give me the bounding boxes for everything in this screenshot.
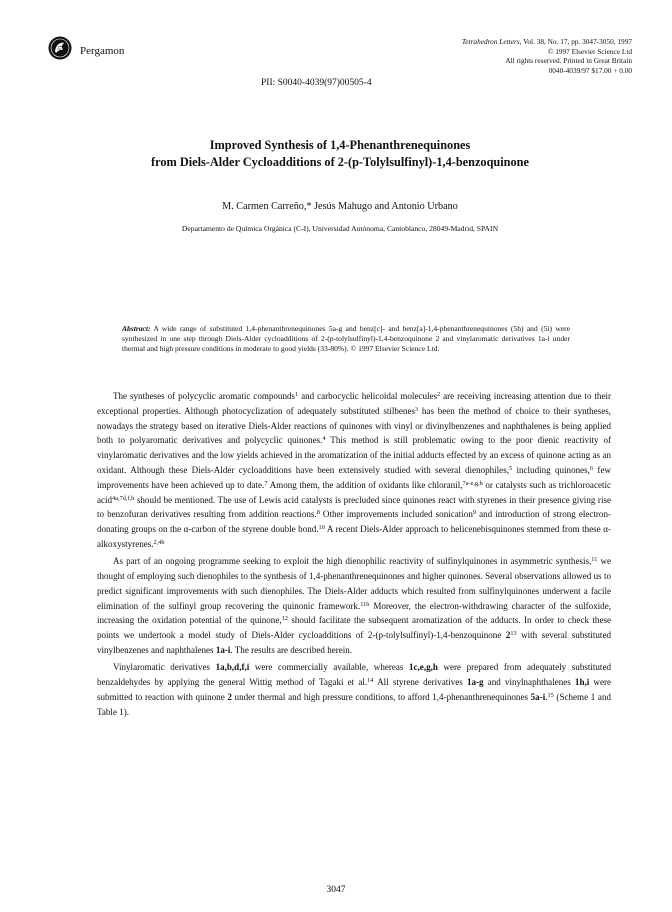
text-run: Moreover, the electron-withdrawing character of the sulfoxide, increasing the oxidation potential of the quinone,	[97, 600, 611, 626]
text-run: A recent Diels-Alder approach to helicenebisquinones stemmed from these α-alkoxystyrenes.	[97, 524, 611, 549]
reference-number: 2	[437, 391, 441, 398]
text-run: Other improvements included sonication	[319, 509, 473, 520]
abstract-label: Abstract:	[122, 324, 151, 333]
text-run: including quinones,	[512, 464, 590, 475]
reference-number: 11b	[360, 600, 370, 608]
text-run: This method is still problematic owing to the poor dienic reactivity of vinylaromatic derivatives and the low yields achieved in the aromatization of the initial adducts effected by an excess of quinone acting as an oxidant. Although these Diels-Alder cycloadditions have been extensively studied with several dienophiles,	[97, 435, 611, 475]
text-run: Vinylaromatic derivatives	[113, 662, 216, 673]
reference-number: 4a,7d,f,h	[112, 494, 135, 502]
paragraph	[97, 660, 611, 719]
reference-number: 11	[591, 556, 598, 564]
reference-number: 3	[415, 405, 419, 413]
text-run: All styrene derivatives	[373, 677, 467, 688]
compound-label: 1c,e,g,h	[409, 662, 438, 673]
reference-number: 12	[281, 615, 288, 623]
text-run: should facilitate the subsequent aromatization of the adducts. In order to check these points we undertook a model study of Diels-Alder cycloadditions of 2-(p-tolylsulfinyl)-1,4-benzoquinone	[97, 615, 612, 641]
abstract	[122, 324, 570, 354]
volume-line: , Vol. 38, No. 17, pp. 3047-3050, 1997	[519, 37, 632, 46]
reference-number: 9	[472, 509, 477, 517]
body-text	[97, 389, 611, 720]
text-run: few improvements have been achieved up to date.	[97, 464, 611, 490]
affiliation: Departamento de Química Orgánica (C-I), Universidad Autónoma, Cantoblanco, 28049-Madrid, SPAIN	[181, 224, 499, 233]
rights-line: All rights reserved. Printed in Great Britain	[505, 56, 632, 66]
compound-label: 5a-i	[530, 691, 546, 702]
text-run: has been the method of choice to their syntheses, nowadays the strategy based on iterative Diels-Alder reactions of quinones with vinyl or divinylbenzenes and naphthalenes is being applied both to polyaromatic derivatives and polycyclic quinones.	[97, 405, 611, 446]
paragraph	[97, 389, 611, 552]
title-line-1: Improved Synthesis of 1,4-Phenanthrenequinones	[209, 138, 471, 152]
text-run: (Scheme 1 and Table 1).	[97, 691, 611, 717]
page-number: 3047	[326, 885, 346, 895]
text-run: should be mentioned. The use of Lewis acid catalysts is precluded since quinones react with styrenes in their presence giving rise to benzofuran derivatives resulting from addition reactions.	[97, 494, 611, 520]
compound-label: 1a-i	[215, 645, 231, 656]
publication-info	[332, 37, 632, 75]
compound-label: 1a-g	[466, 677, 484, 688]
text-run: .	[545, 691, 548, 702]
paragraph	[97, 554, 611, 658]
pergamon-logo-icon	[48, 36, 72, 60]
compound-label: 1a,b,d,f,i	[215, 662, 250, 673]
reference-number: 14	[367, 677, 374, 685]
reference-number: 7a-e,g,h	[462, 479, 483, 487]
reference-number: 13	[510, 630, 517, 638]
compound-label: 2	[227, 691, 232, 702]
text-run: were commercially available, whereas	[249, 662, 409, 673]
text-run: As part of an ongoing programme seeking to exploit the high dienophilic reactivity of sulfinylquinones in asymmetric synthesis,	[113, 556, 592, 567]
reference-number: 4	[322, 435, 326, 443]
text-run: or catalysts such as trichloroacetic acid	[97, 479, 612, 505]
reference-number: 6	[589, 464, 594, 472]
title-line-2: from Diels-Alder Cycloadditions of 2-(p-Tolylsulfinyl)-1,4-benzoquinone	[151, 155, 529, 169]
issn-line: 0040-4039/97 $17.00 + 0.00	[548, 65, 632, 75]
text-run: with several substituted vinylbenzenes and naphthalenes	[97, 630, 611, 656]
copyright-line: © 1997 Elsevier Science Ltd	[547, 46, 632, 56]
reference-number: 10	[318, 524, 325, 532]
reference-number: 5	[509, 464, 513, 472]
compound-label: 2	[505, 630, 511, 641]
authors: M. Carmen Carreño,* Jesús Mahugo and Antonio Urbano	[222, 201, 458, 212]
reference-number: 2,4b	[153, 538, 165, 546]
text-run: we thought of employing such dienophiles to the synthesis of 1,4-phenanthrenequinones and higher quinones. Several observations allowed us to predict significant improvements with such dienophiles. The Diels-Alder adducts which resulted from sulfinylquinones underwent a facile elimination of the sulfinyl group recovering the quinonic framework.	[97, 556, 611, 611]
pii-identifier: PII: S0040-4039(97)00505-4	[261, 78, 372, 88]
text-run: were submitted to reaction with quinone	[97, 677, 612, 702]
text-run: Among them, the addition of oxidants like chloranil,	[267, 479, 463, 490]
reference-number: 15	[547, 691, 554, 699]
journal-citation	[332, 37, 632, 47]
text-run: were prepared from adequately substituted benzaldehydes by applying the general Wittig method of Tagaki et al.	[97, 662, 611, 688]
text-run: The syntheses of polycyclic aromatic compounds	[113, 391, 296, 401]
text-run: and vinylnaphthalenes	[483, 677, 575, 688]
reference-number: 1	[295, 391, 299, 398]
journal-name: Tetrahedron Letters	[461, 37, 520, 46]
text-run: and carbocyclic helicoidal molecules	[298, 391, 438, 401]
text-run: under thermal and high pressure conditions, to afford 1,4-phenanthrenequinones	[231, 691, 531, 702]
compound-label: 1h,i	[574, 677, 590, 688]
text-run: and introduction of strong electron-donating groups on the α-carbon of the styrene double bond.	[97, 509, 611, 535]
reference-number: 8	[316, 509, 320, 517]
text-run: are receiving increasing attention due to their exceptional properties. Although photocyclization of adequately substituted stilbenes	[97, 391, 611, 416]
abstract-text: A wide range of substituted 1,4-phenanthrenequinones 5a-g and benz[c]- and benz[a]-1,4-phenanthrenequinones (5h) and (5i) were synthesized in one step through Diels-Alder cycloadditions of 2-(p-tolylsulfinyl)-1,4-benzoquinone 2 and vinylaromatic derivatives 1a-i under thermal and high pressure conditions in moderate to good yields (33-80%). © 1997 Elsevier Science Ltd.	[122, 324, 570, 353]
paper-title	[60, 137, 620, 171]
text-run: . The results are described herein.	[230, 645, 353, 656]
publisher-name: Pergamon	[80, 45, 125, 57]
reference-number: 7	[264, 479, 268, 487]
